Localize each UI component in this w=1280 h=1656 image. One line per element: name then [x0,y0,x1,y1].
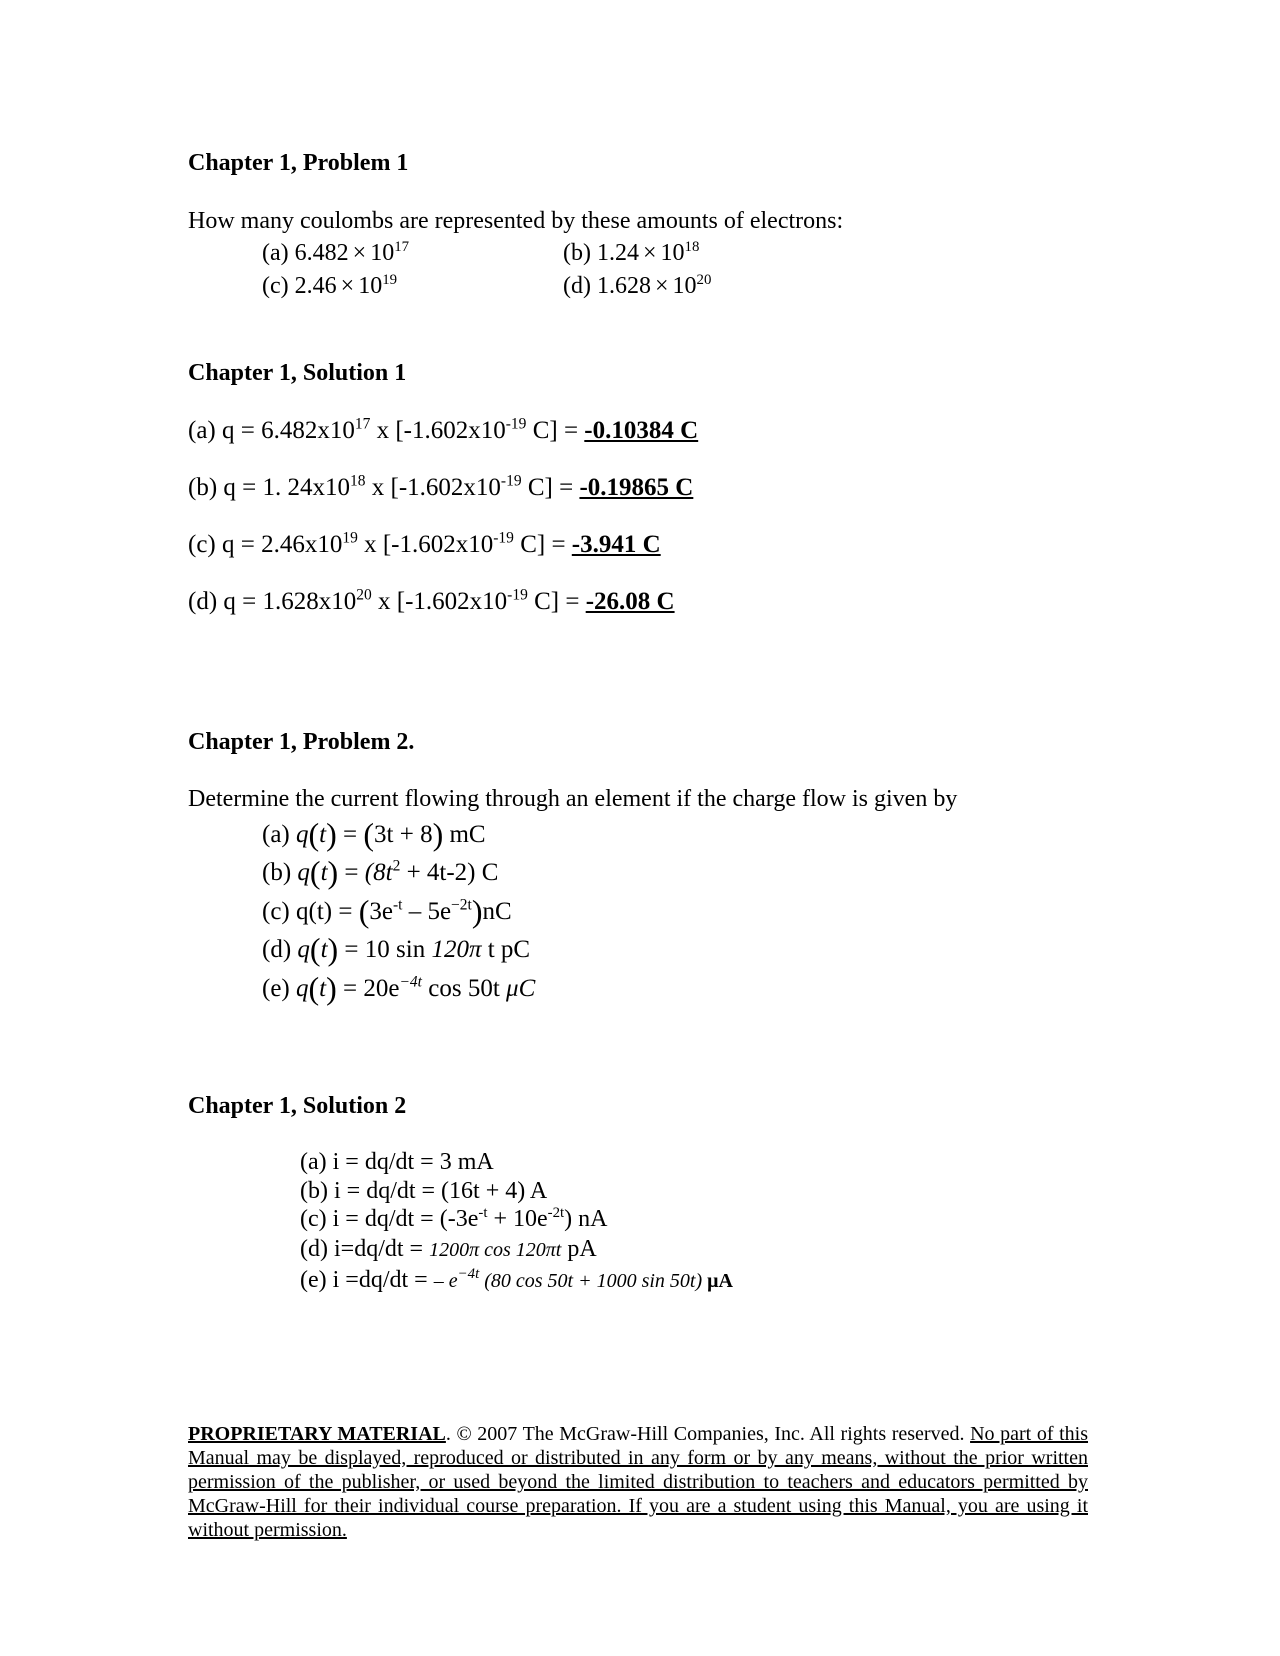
answer-d: -26.08 C [585,588,675,615]
problem-1-item-a: (a) $6.482 \times 10^{17}$ [262,239,410,266]
problem-2-question: Determine the current flowing through an element if the charge flow is given by [188,786,958,812]
footer-notice: No part of this Manual may be displayed, reproduced or distributed in any form or by any means, without the prior written permission of the publisher, or used beyond the limited distribution to teachers and educators permitted by McGraw-Hill for their individual course preparation. If you are a student using this Manual, you are using it without permission. [188,1423,1089,1541]
answer-a: -0.10384 C [584,417,699,444]
proprietary-footer: PROPRIETARY MATERIAL. © 2007 The McGraw-Hill Companies, Inc. All rights reserved. No part of this Manual may be displayed, reproduced or distributed in any form or by any means, without the prior written permission of the publisher, or used beyond the limited distribution to teachers and educators permitted by McGraw-Hill for their individual course preparation. If you are a student using this Manual, you are using it without permission. [188,1423,1089,1541]
problem-1-heading: Chapter 1, Problem 1 [188,150,409,176]
problem-2-item-b: (b) $q(t) = (8t^2 + 4t-2)$ C [262,854,499,890]
problem-1-question: How many coulombs are represented by these amounts of electrons: [188,208,844,234]
answer-b: -0.19865 C [579,474,694,501]
solution-2-b: (b) i = dq/dt = (16t + 4) A [300,1178,548,1204]
problem-1-item-d: (d) $1.628 \times 10^{20}$ [563,272,712,299]
problem-1-item-c: (c) $2.46 \times 10^{19}$ [262,272,398,299]
solution-2-e: (e) i =dq/dt = – $e^{-4t}$ (80 cos 50t + 1000 sin 50t) μA [300,1266,733,1293]
problem-2-item-c: (c) $q(t) = (3e^{-t} - 5e^{-2t})nC$ [262,893,512,929]
answer-c: -3.941 C [571,531,661,558]
solution-1-row-b: (b) q = 1. $24x10^{18}$ x [$-1.602x10^{-19}$ C] = -0.19865 C [188,472,694,501]
solution-2-d: (d) i=dq/dt = 1200π cos 120πt pA [300,1236,597,1262]
solution-2-heading: Chapter 1, Solution 2 [188,1093,407,1119]
solution-2-a: (a) i = dq/dt = 3 mA [300,1149,494,1175]
problem-2-item-d: (d) q(t) = 10 sin 120π t pC [262,931,531,967]
solution-1-row-a: (a) $q = 6.482x10^{17}$ x [$-1.602x10^{-19}$ C] = -0.10384 C [188,415,699,444]
problem-2-heading: Chapter 1, Problem 2. [188,729,415,755]
problem-2-item-e: (e) $q(t) = 20e^{-4t}$ cos 50t μC [262,970,536,1006]
solution-1-heading: Chapter 1, Solution 1 [188,360,407,386]
problem-1-item-b: (b) $1.24 \times 10^{18}$ [563,239,700,266]
solution-1-row-d: (d) $q = 1.628x10^{20}$ x [$-1.602x10^{-19}$ C] = -26.08 C [188,586,675,615]
footer-label: PROPRIETARY MATERIAL [188,1423,446,1445]
solution-1-row-c: (c) $q = 2.46x10^{19}$ x [$-1.602x10^{-19}$ C] = -3.941 C [188,529,661,558]
problem-2-item-a: (a) q(t) = (3t + 8) mC [262,816,486,852]
solution-2-c: (c) $i = dq/dt = (-3e^{-t} + 10e^{-2t})$ nA [300,1205,608,1232]
